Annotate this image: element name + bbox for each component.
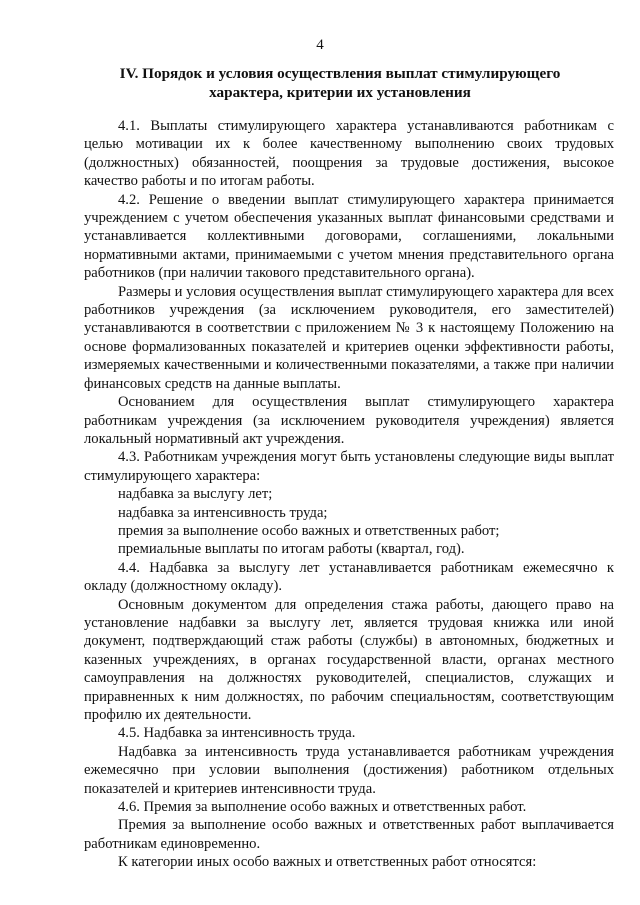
paragraph-4-4: 4.4. Надбавка за выслугу лет устанавливается работникам ежемесячно к окладу (должностному окладу). [84,559,614,595]
paragraph-intensity-conditions: Надбавка за интенсивность труда устанавливается работникам учреждения ежемесячно при условии выполнения (достижения) работником отдельных показателей и критериев интенсивности труда. [84,743,614,797]
paragraph-4-1: 4.1. Выплаты стимулирующего характера устанавливаются работникам с целью мотивации их к более качественному выполнению своих трудовых (должностных) обязанностей, поощрения за трудовые достижения, высокое качество работы и по итогам работы. [84,118,614,190]
page-number: 4 [316,37,324,53]
section-body [84,117,614,872]
paragraph-sizes-conditions: Размеры и условия осуществления выплат стимулирующего характера для всех работников учреждения (за исключением руководителя, его заместителей) устанавливаются в соответствии с приложением № 3 к настоящему Положению на основе формализованных показателей и критериев оценки эффективности работы, измеряемых качественными и количественными показателями, а также при наличии финансовых средств на данные выплаты. [84,283,614,392]
paragraph-4-3: 4.3. Работникам учреждения могут быть установлены следующие виды выплат стимулирующего характера: [84,449,614,484]
paragraph-4-5: 4.5. Надбавка за интенсивность труда. [118,725,356,742]
paragraph-seniority-document: Основным документом для определения стажа работы, дающего право на установление надбавки за выслугу лет, является трудовая книжка или иной документ, подтверждающий стаж работы (службы) в автономных, бюджетных и казенных учреждениях, в органах государственной власти, органах местного самоуправления на должностях руководителей, специалистов, служащих и приравненных к ним должностях, по рабочим специальностям, соответствующим профилю их деятельности. [84,596,614,723]
list-item-seniority-bonus: надбавка за выслугу лет; [118,486,273,503]
section-heading: IV. Порядок и условия осуществления выплат стимулирующего характера, критерии их установления [119,65,561,101]
list-item-intensity-bonus: надбавка за интенсивность труда; [118,504,328,521]
list-item-period-bonus: премиальные выплаты по итогам работы (квартал, год). [118,541,465,558]
paragraph-basis: Основанием для осуществления выплат стимулирующего характера работникам учреждения (за исключением руководителя учреждения) является локальный нормативный акт учреждения. [84,394,614,447]
paragraph-important-work-categories: К категории иных особо важных и ответственных работ относятся: [118,854,537,871]
paragraph-4-6: 4.6. Премия за выполнение особо важных и ответственных работ. [118,799,527,816]
paragraph-one-time-bonus: Премия за выполнение особо важных и ответственных работ выплачивается работникам единовременно. [84,817,614,852]
paragraph-4-2: 4.2. Решение о введении выплат стимулирующего характера принимается учреждением с учетом обеспечения указанных выплат финансовыми средствами и устанавливается коллективными договорами, соглашениями, локальными нормативными актами, принимаемыми с учетом мнения представительного органа работников (при наличии такового представительного органа). [84,191,614,282]
list-item-important-work-bonus: премия за выполнение особо важных и ответственных работ; [118,522,500,539]
